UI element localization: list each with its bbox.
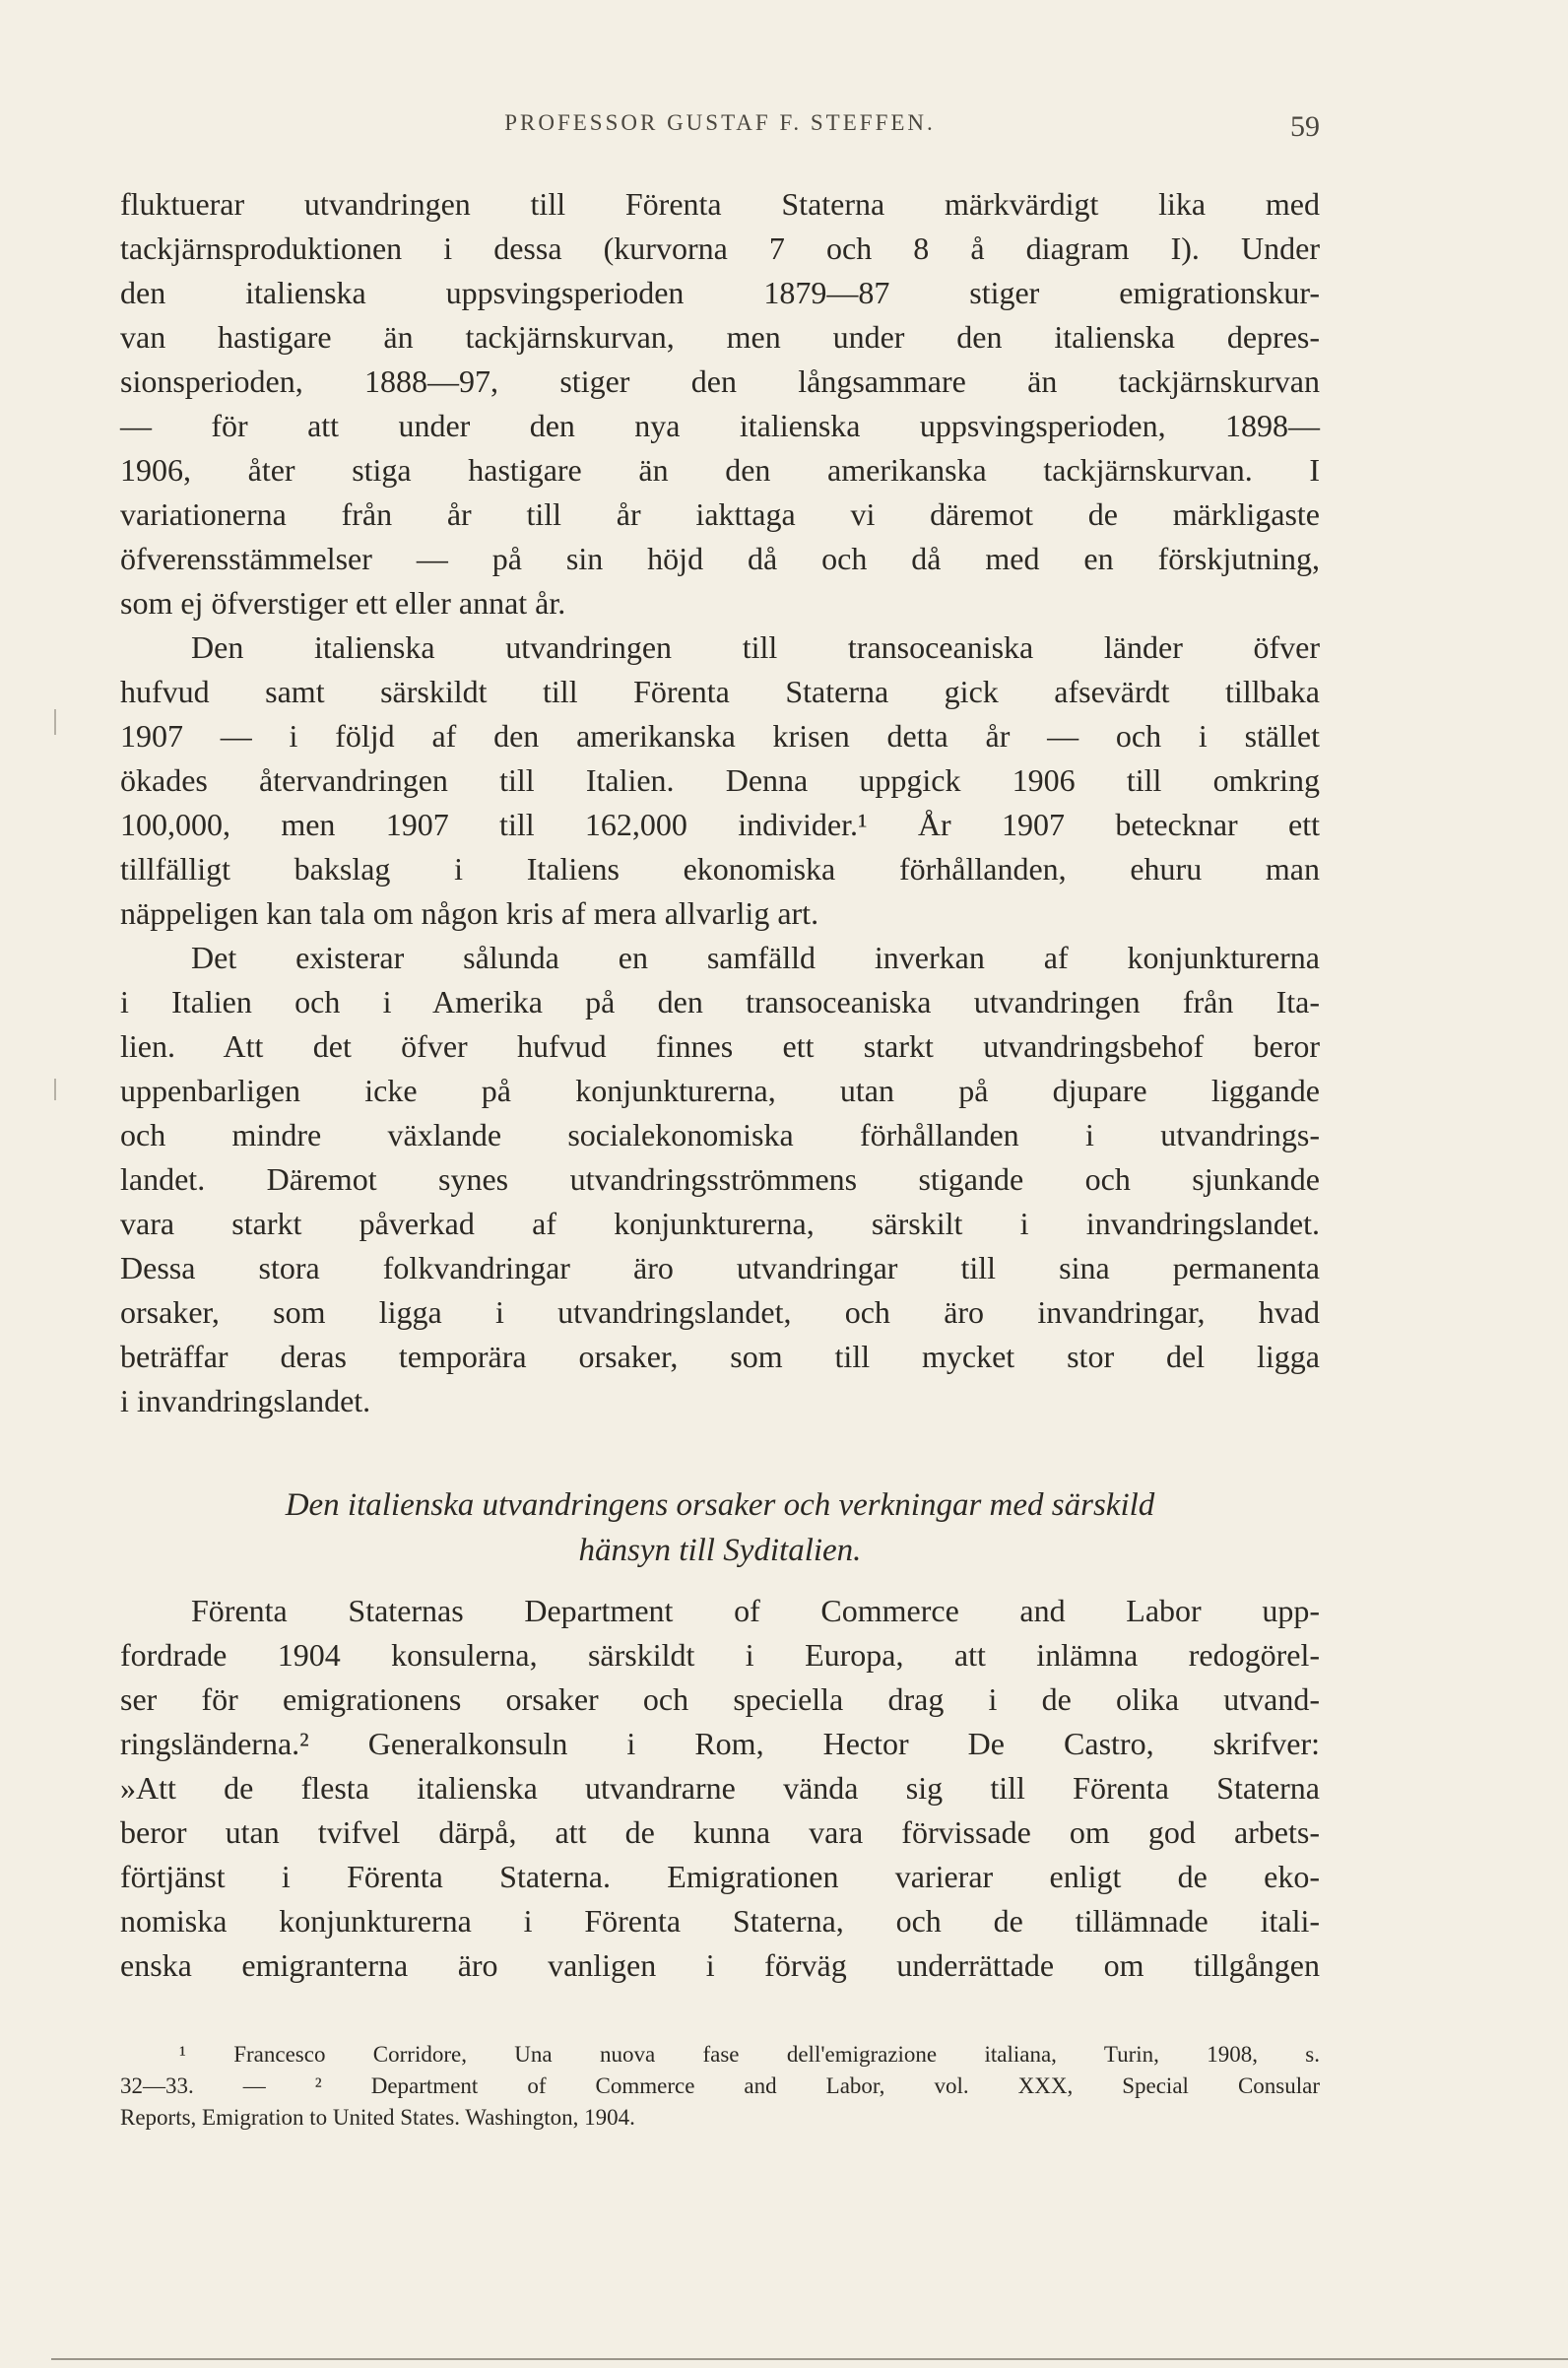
text-line: variationerna från år till år iakttaga vi däremot de märkligaste (120, 496, 1320, 532)
text-line: som ej öfverstiger ett eller annat år. (120, 585, 566, 621)
text-line: beror utan tvifvel därpå, att de kunna vara förvissade om god arbets- (120, 1814, 1320, 1850)
section-heading-line: hänsyn till Syditalien. (578, 1533, 862, 1568)
text-line: i Italien och i Amerika på den transoceaniska utvandringen från Ita- (120, 984, 1320, 1020)
text-line: ökades återvandringen till Italien. Denna uppgick 1906 till omkring (120, 762, 1320, 798)
text-line: näppeligen kan tala om någon kris af mera allvarlig art. (120, 895, 819, 931)
text-line: Det existerar sålunda en samfälld inverkan af konjunkturerna (191, 940, 1320, 975)
text-line: hufvud samt särskildt till Förenta Staterna gick afsevärdt tillbaka (120, 674, 1320, 709)
text-line: landet. Däremot synes utvandringsströmmens stigande och sjunkande (120, 1161, 1320, 1197)
text-line: — för att under den nya italienska uppsvingsperioden, 1898— (120, 408, 1320, 443)
running-title: PROFESSOR GUSTAF F. STEFFEN. (504, 110, 936, 135)
text-line: öfverensstämmelser — på sin höjd då och då med en förskjutning, (120, 541, 1320, 576)
text-line: beträffar deras temporära orsaker, som till mycket stor del ligga (120, 1339, 1320, 1374)
text-line: ringsländerna.² Generalkonsuln i Rom, Hector De Castro, skrifver: (120, 1726, 1320, 1761)
page-number: 59 (1290, 110, 1320, 143)
text-line: van hastigare än tackjärnskurvan, men under den italienska depres- (120, 319, 1320, 355)
section-heading (120, 1482, 1320, 1573)
text-line: uppenbarligen icke på konjunkturerna, utan på djupare liggande (120, 1073, 1320, 1108)
margin-mark (54, 709, 56, 735)
footnote-line: Reports, Emigration to United States. Washington, 1904. (120, 2105, 635, 2130)
text-line: tackjärnsproduktionen i dessa (kurvorna 7 och 8 å diagram I). Under (120, 230, 1320, 266)
text-line: förtjänst i Förenta Staterna. Emigrationen varierar enligt de eko- (120, 1859, 1320, 1894)
footnote-line: 32—33. — ² Department of Commerce and Labor, vol. XXX, Special Consular (120, 2073, 1320, 2098)
text-line: 100,000, men 1907 till 162,000 individer.¹ År 1907 betecknar ett (120, 807, 1320, 842)
section-heading-line: Den italienska utvandringens orsaker och verkningar med särskild (285, 1487, 1155, 1523)
text-line: fordrade 1904 konsulerna, särskildt i Europa, att inlämna redogörel- (120, 1637, 1320, 1673)
footnote-line: ¹ Francesco Corridore, Una nuova fase dell'emigrazione italiana, Turin, 1908, s. (179, 2042, 1320, 2067)
margin-mark (54, 1079, 56, 1100)
text-line: sionsperioden, 1888—97, stiger den långsammare än tackjärnskurvan (120, 363, 1320, 399)
text-line: i invandringslandet. (120, 1383, 371, 1418)
text-line: ser för emigrationens orsaker och speciella drag i de olika utvand- (120, 1681, 1320, 1717)
body-text (120, 182, 1320, 1988)
text-line: vara starkt påverkad af konjunkturerna, särskilt i invandringslandet. (120, 1206, 1320, 1241)
text-line: »Att de flesta italienska utvandrarne vända sig till Förenta Staterna (120, 1770, 1320, 1806)
page-edge-rule (51, 2358, 1568, 2360)
text-line: tillfälligt bakslag i Italiens ekonomiska förhållanden, ehuru man (120, 851, 1320, 887)
running-head (120, 110, 1320, 150)
text-line: Dessa stora folkvandringar äro utvandringar till sina permanenta (120, 1250, 1320, 1285)
text-line: lien. Att det öfver hufvud finnes ett starkt utvandringsbehof beror (120, 1028, 1320, 1064)
text-line: Den italienska utvandringen till transoceaniska länder öfver (191, 629, 1320, 665)
footnotes (120, 2039, 1320, 2134)
text-line: 1906, åter stiga hastigare än den amerikanska tackjärnskurvan. I (120, 452, 1320, 488)
text-line: 1907 — i följd af den amerikanska krisen detta år — och i stället (120, 718, 1320, 754)
text-line: nomiska konjunkturerna i Förenta Staterna, och de tillämnade itali- (120, 1903, 1320, 1939)
text-line: den italienska uppsvingsperioden 1879—87 stiger emigrationskur- (120, 275, 1320, 310)
text-line: Förenta Staternas Department of Commerce and Labor upp- (191, 1593, 1320, 1628)
text-line: orsaker, som ligga i utvandringslandet, och äro invandringar, hvad (120, 1294, 1320, 1330)
text-line: fluktuerar utvandringen till Förenta Staterna märkvärdigt lika med (120, 186, 1320, 222)
text-line: enska emigranterna äro vanligen i förväg underrättade om tillgången (120, 1947, 1320, 1983)
text-line: och mindre växlande socialekonomiska förhållanden i utvandrings- (120, 1117, 1320, 1152)
